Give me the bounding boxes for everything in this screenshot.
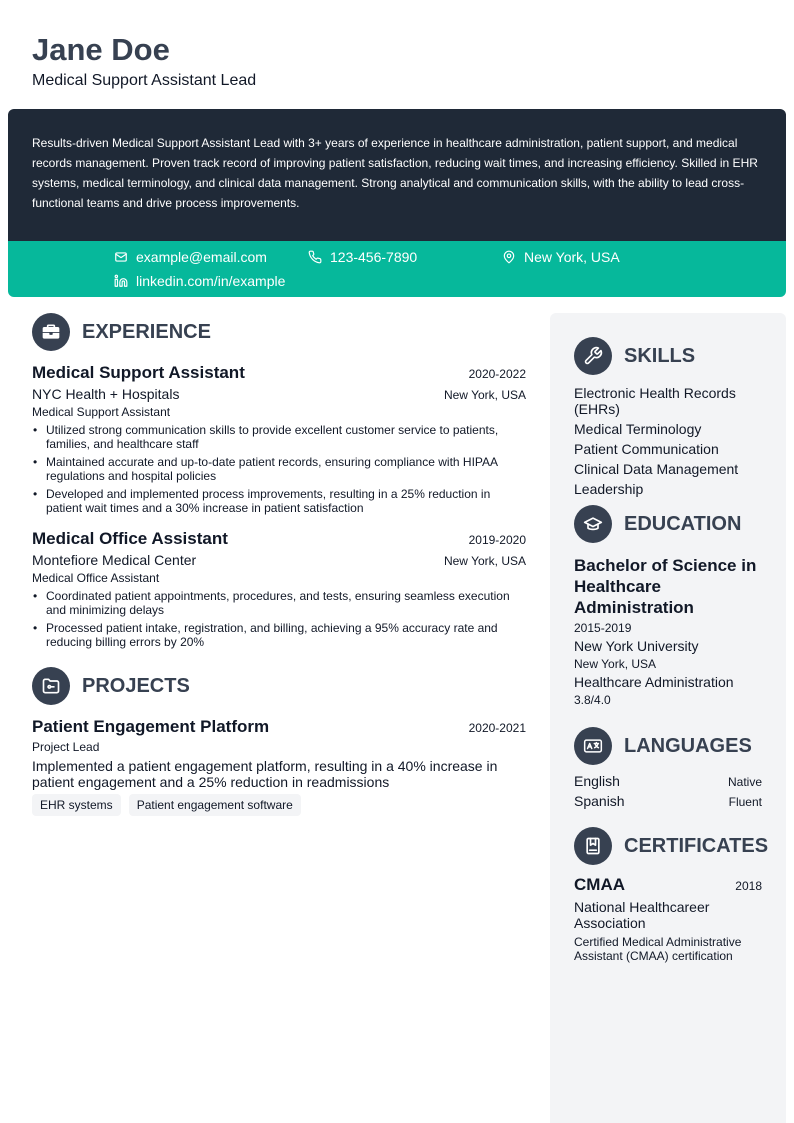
contact-linkedin-text: linkedin.com/in/example xyxy=(136,273,286,289)
language-item xyxy=(574,773,762,789)
certificate-org: National Healthcareer Association xyxy=(574,899,710,931)
project-tags xyxy=(32,794,526,816)
languages-list xyxy=(574,773,762,809)
certificate-description: Certified Medical Administrative Assistant (CMAA) certification xyxy=(574,935,742,963)
skill-item: Electronic Health Records (EHRs) xyxy=(574,385,736,417)
job-bullet: • Maintained accurate and up-to-date patient records, ensuring compliance with HIPAA regulations and hospital policies xyxy=(32,455,526,483)
education-field: Healthcare Administration xyxy=(574,674,734,690)
project-role: Project Lead xyxy=(32,740,100,754)
skill-item: Medical Terminology xyxy=(574,421,702,437)
education-location: New York, USA xyxy=(574,657,657,671)
translate-icon xyxy=(574,727,612,765)
certificates-header xyxy=(574,827,769,865)
job-bullets xyxy=(32,589,526,649)
summary-panel xyxy=(8,109,786,241)
contact-location-text: New York, USA xyxy=(524,249,620,265)
certificate-entry xyxy=(574,875,762,963)
job-bullets xyxy=(32,423,526,515)
job-title: Medical Office Assistant xyxy=(32,529,228,548)
projects-title: PROJECTS xyxy=(82,674,190,697)
contact-phone-text: 123-456-7890 xyxy=(330,249,418,265)
education-dates: 2015-2019 xyxy=(574,621,632,635)
language-name: English xyxy=(574,773,620,789)
job-location: New York, USA xyxy=(443,388,526,402)
job-bullet: • Utilized strong communication skills to provide excellent customer service to patients, families, and healthcare staff xyxy=(32,423,526,451)
project-title: Patient Engagement Platform xyxy=(32,717,270,736)
job-title: Medical Support Assistant xyxy=(32,363,245,382)
contact-email[interactable] xyxy=(114,247,267,267)
summary-text: Results-driven Medical Support Assistant Lead with 3+ years of experience in healthcare administration, patient support, and medical records management. Proven track record of improving patient satisfaction, reducing wait times, and increasing efficiency. Skilled in EHR systems, medical terminology, and clinical data management. Strong analytical and communication skills, with the ability to lead cross-functional teams and drive process improvements. xyxy=(32,136,758,210)
candidate-title: Medical Support Assistant Lead xyxy=(32,72,257,89)
linkedin-icon xyxy=(114,274,128,288)
contact-linkedin[interactable] xyxy=(114,271,285,291)
certificate-year: 2018 xyxy=(735,879,762,893)
job-bullet: • Processed patient intake, registration, and billing, achieving a 95% accuracy rate and reducing billing errors by 20% xyxy=(32,621,526,649)
skills-title: SKILLS xyxy=(624,344,696,367)
education-entry xyxy=(574,555,762,707)
phone-icon xyxy=(308,250,322,264)
project-description: Implemented a patient engagement platform, resulting in a 40% increase in patient engagement and a 25% reduction in readmissions xyxy=(32,758,498,790)
candidate-name: Jane Doe xyxy=(32,32,170,67)
contact-location xyxy=(502,247,620,267)
languages-title: LANGUAGES xyxy=(624,734,752,757)
contact-email-text: example@email.com xyxy=(136,249,267,265)
skills-header xyxy=(574,337,762,375)
job-bullet: • Coordinated patient appointments, procedures, and tests, ensuring seamless execution and minimizing delays xyxy=(32,589,526,617)
map-pin-icon xyxy=(502,250,516,264)
sidebar-column xyxy=(550,313,786,1123)
bookmark-book-icon xyxy=(574,827,612,865)
job-company: Montefiore Medical Center xyxy=(32,552,197,568)
wrench-icon xyxy=(574,337,612,375)
main-column xyxy=(32,313,526,816)
experience-title: EXPERIENCE xyxy=(82,320,211,343)
skill-item: Patient Communication xyxy=(574,441,719,457)
briefcase-icon xyxy=(32,313,70,351)
experience-header xyxy=(32,313,526,351)
job-bullet: • Developed and implemented process improvements, resulting in a 25% reduction in patient wait times and a 30% increase in patient satisfaction xyxy=(32,487,526,515)
job-position: Medical Office Assistant xyxy=(32,571,160,585)
project-tag: EHR systems xyxy=(32,794,121,816)
skill-item: Leadership xyxy=(574,481,644,497)
skill-item: Clinical Data Management xyxy=(574,461,739,477)
language-item xyxy=(574,793,762,809)
experience-entry xyxy=(32,363,526,515)
job-location: New York, USA xyxy=(443,554,526,568)
skills-list xyxy=(574,385,762,497)
contact-bar xyxy=(8,241,786,297)
contact-phone[interactable] xyxy=(308,247,417,267)
job-company: NYC Health + Hospitals xyxy=(32,386,180,402)
project-entry xyxy=(32,717,526,816)
language-level: Native xyxy=(727,775,762,789)
education-degree: Bachelor of Science in Healthcare Administration xyxy=(574,556,757,617)
certificates-title: CERTIFICATES xyxy=(624,834,769,857)
mail-icon xyxy=(114,250,128,264)
folder-icon xyxy=(32,667,70,705)
education-title: EDUCATION xyxy=(624,512,742,535)
language-name: Spanish xyxy=(574,793,625,809)
project-tag: Patient engagement software xyxy=(129,794,301,816)
project-dates: 2020-2021 xyxy=(468,721,526,735)
job-dates: 2020-2022 xyxy=(468,367,526,381)
education-gpa: 3.8/4.0 xyxy=(574,693,611,707)
job-dates: 2019-2020 xyxy=(468,533,526,547)
job-position: Medical Support Assistant xyxy=(32,405,171,419)
languages-header xyxy=(574,727,762,765)
education-header xyxy=(574,505,762,543)
projects-header xyxy=(32,667,526,705)
education-school: New York University xyxy=(574,638,699,654)
language-level: Fluent xyxy=(728,795,762,809)
graduation-cap-icon xyxy=(574,505,612,543)
resume-header xyxy=(32,30,256,90)
certificate-title: CMAA xyxy=(574,875,625,894)
experience-entry xyxy=(32,529,526,649)
